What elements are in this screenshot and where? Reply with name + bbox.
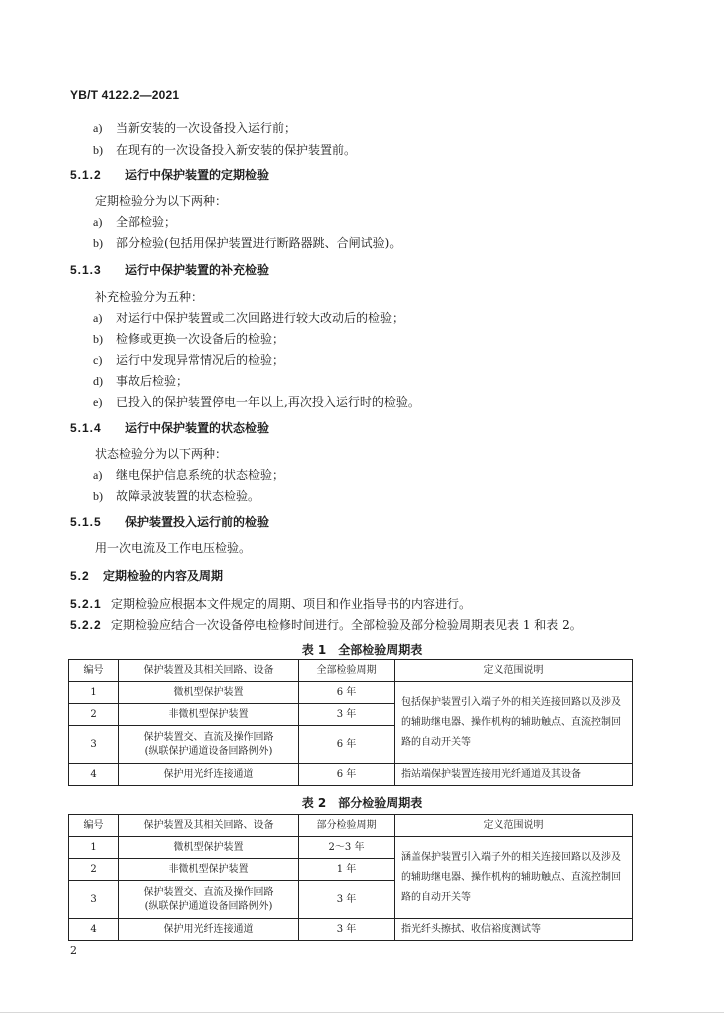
paragraph-number: 5.2.1 [70, 597, 102, 611]
cell-no: 4 [69, 919, 119, 941]
list-marker: e) [93, 395, 103, 409]
paragraph-5-2-2 [70, 617, 582, 633]
cell-no: 3 [69, 881, 119, 919]
cell-no: 3 [69, 726, 119, 764]
list-marker: c) [93, 353, 103, 367]
list-item [93, 352, 284, 368]
paragraph-text: 定期检验应根据本文件规定的周期、项目和作业指导书的内容进行。 [111, 597, 472, 611]
header-cell: 编号 [69, 660, 119, 682]
section-title: 定期检验的内容及周期 [103, 569, 224, 583]
list-marker: d) [93, 374, 103, 388]
list-item [93, 467, 284, 483]
section-number: 5.2 [70, 569, 90, 583]
cell-description: 指光纤头擦拭、收信裕度测试等 [395, 919, 633, 941]
paragraph-text: 定期检验应结合一次设备停电检修时间进行。全部检验及部分检验周期表见表 1 和表 2。 [111, 618, 582, 632]
section-title: 运行中保护装置的状态检验 [125, 421, 270, 435]
list-text: 在现有的一次设备投入新安装的保护装置前。 [116, 143, 357, 157]
bottom-divider [0, 1012, 724, 1013]
list-item [93, 120, 296, 136]
header-cell: 全部检验周期 [299, 660, 395, 682]
cell-no: 2 [69, 859, 119, 881]
cell-description: 包括保护装置引入端子外的相关连接回路以及涉及的辅助继电器、操作机构的辅助触点、直流控制回路的自动开关等 [395, 682, 633, 764]
paragraph-number: 5.2.2 [70, 618, 102, 632]
section-title: 保护装置投入运行前的检验 [125, 515, 270, 529]
header-cell: 保护装置及其相关回路、设备 [119, 660, 299, 682]
section-heading-5-2 [70, 568, 223, 584]
cell-period: 3 年 [299, 704, 395, 726]
cell-device-line: (纵联保护通道设备回路例外) [144, 745, 273, 757]
list-item [93, 310, 404, 326]
cell-no: 4 [69, 764, 119, 786]
cell-device: 非微机型保护装置 [119, 859, 299, 881]
page-number: 2 [70, 944, 77, 957]
table-row [69, 837, 633, 859]
list-marker: a) [93, 121, 103, 135]
list-marker: a) [93, 311, 103, 325]
cell-description: 涵盖保护装置引入端子外的相关连接回路以及涉及的辅助继电器、操作机构的辅助触点、直流控制回路的自动开关等 [395, 837, 633, 919]
cell-device: 保护用光纤连接通道 [119, 764, 299, 786]
section-number: 5.1.5 [70, 515, 102, 529]
section-heading-5-1-3 [70, 262, 269, 278]
list-marker: b) [93, 143, 103, 157]
list-text: 部分检验(包括用保护装置进行断路器跳、合闸试验)。 [116, 236, 402, 250]
list-text: 当新安装的一次设备投入运行前； [116, 121, 297, 135]
cell-device: 微机型保护装置 [119, 837, 299, 859]
cell-period: 6 年 [299, 764, 395, 786]
section-lead: 状态检验分为以下两种： [95, 447, 228, 461]
list-text: 故障录波装置的状态检验。 [116, 489, 261, 503]
list-item [93, 235, 401, 251]
paragraph-5-2-1 [70, 596, 471, 612]
section-number: 5.1.4 [70, 421, 102, 435]
list-text: 检修或更换一次设备后的检验； [116, 332, 285, 346]
list-item [93, 331, 284, 347]
list-text: 全部检验； [116, 215, 177, 229]
header-cell: 定义范围说明 [395, 815, 633, 837]
cell-period: 6 年 [299, 726, 395, 764]
list-text: 事故后检验； [116, 374, 189, 388]
list-marker: a) [93, 215, 103, 229]
header-cell: 保护装置及其相关回路、设备 [119, 815, 299, 837]
cell-period: 3 年 [299, 881, 395, 919]
cell-no: 1 [69, 682, 119, 704]
section-heading-5-1-2 [70, 167, 269, 183]
list-text: 继电保护信息系统的状态检验； [116, 468, 285, 482]
cell-device-line: 保护装置交、直流及操作回路 [143, 731, 274, 743]
list-marker: b) [93, 236, 103, 250]
list-item [93, 142, 356, 158]
section-lead: 定期检验分为以下两种： [95, 194, 228, 208]
list-item [93, 488, 260, 504]
section-heading-5-1-4 [70, 420, 269, 436]
list-marker: b) [93, 489, 103, 503]
table-row [69, 764, 633, 786]
cell-period: 1 年 [299, 859, 395, 881]
list-marker: a) [93, 468, 103, 482]
cell-device: 非微机型保护装置 [119, 704, 299, 726]
cell-no: 1 [69, 837, 119, 859]
section-title: 运行中保护装置的补充检验 [125, 263, 270, 277]
table1-caption: 表 1 全部检验周期表 [301, 643, 423, 657]
section-lead: 用一次电流及工作电压检验。 [95, 541, 252, 555]
section-title: 运行中保护装置的定期检验 [125, 168, 270, 182]
cell-device [119, 881, 299, 919]
table-header-row [69, 660, 633, 682]
cell-device-line: 保护装置交、直流及操作回路 [143, 886, 274, 898]
table2-caption: 表 2 部分检验周期表 [301, 796, 423, 810]
section-number: 5.1.2 [70, 168, 102, 182]
cell-no: 2 [69, 704, 119, 726]
cell-period: 2～3 年 [299, 837, 395, 859]
cell-period: 3 年 [299, 919, 395, 941]
header-cell: 编号 [69, 815, 119, 837]
list-text: 已投入的保护装置停电一年以上,再次投入运行时的检验。 [116, 395, 420, 409]
cell-device: 保护用光纤连接通道 [119, 919, 299, 941]
header-cell: 定义范围说明 [395, 660, 633, 682]
section-heading-5-1-5 [70, 514, 269, 530]
list-item [93, 394, 420, 410]
cell-description: 指站端保护装置连接用光纤通道及其设备 [395, 764, 633, 786]
cell-device: 微机型保护装置 [119, 682, 299, 704]
standard-code-header: YB/T 4122.2—2021 [70, 88, 180, 102]
list-item [93, 214, 176, 230]
cell-period: 6 年 [299, 682, 395, 704]
list-text: 运行中发现异常情况后的检验； [116, 353, 285, 367]
list-item [93, 373, 188, 389]
section-number: 5.1.3 [70, 263, 102, 277]
table2 [68, 814, 633, 941]
section-lead: 补充检验分为五种： [95, 290, 204, 304]
list-text: 对运行中保护装置或二次回路进行较大改动后的检验； [116, 311, 405, 325]
table1 [68, 659, 633, 786]
table-row [69, 919, 633, 941]
list-marker: b) [93, 332, 103, 346]
cell-device-line: (纵联保护通道设备回路例外) [144, 900, 273, 912]
cell-device [119, 726, 299, 764]
table-row [69, 682, 633, 704]
header-cell: 部分检验周期 [299, 815, 395, 837]
table-header-row [69, 815, 633, 837]
